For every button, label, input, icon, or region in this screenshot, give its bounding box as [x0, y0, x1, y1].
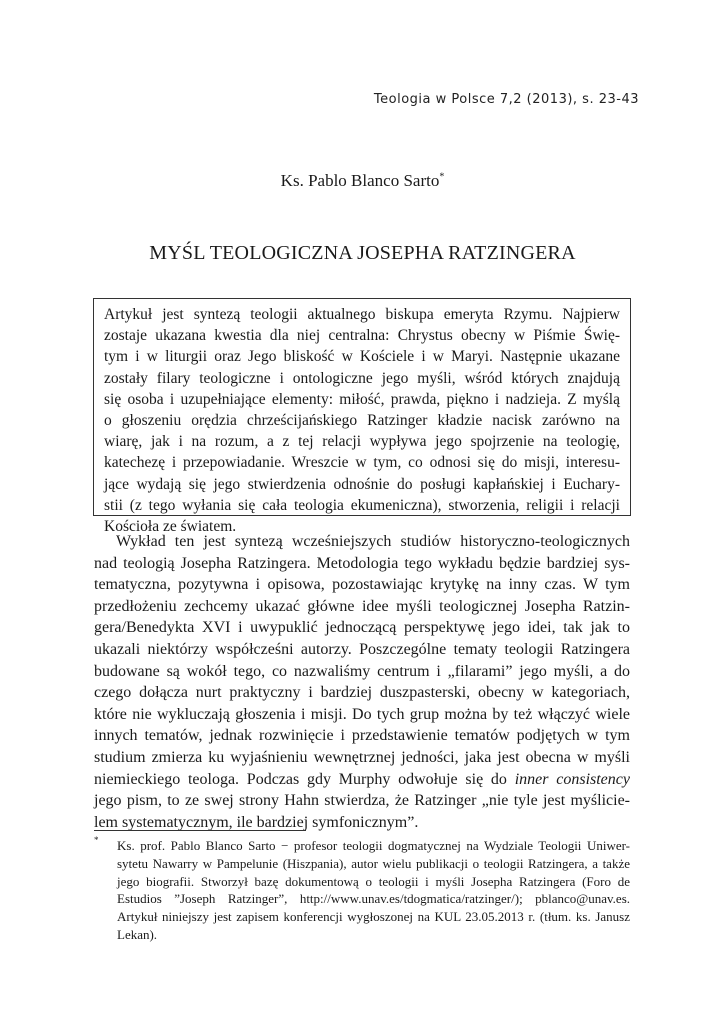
abstract-line: Artykuł jest syntezą teologii aktualnego biskupa emeryta Rzymu. Najpierw [104, 306, 620, 323]
footnote-line: Lekan). [117, 926, 158, 942]
article-title: MYŚL TEOLOGICZNA JOSEPHA RATZINGERA [149, 242, 576, 264]
abstract-line: zostały filary teologiczne i ontologiczne jego myśli, wśród których znajdują [104, 369, 620, 387]
body-line: przedłożeniu zechcemy ukazać główne idee myśli teologicznej Josepha Ratzin- [94, 597, 630, 615]
abstract-line: Kościoła ze światem. [104, 518, 237, 536]
abstract-line: stii (z tego wyłania się cała teologia ekumeniczna), stworzenia, religii i relacji [104, 496, 620, 514]
footnote-line: Artykuł niniejszy jest zapisem konferencji wygłoszonej na KUL 23.05.2013 r. (tłum. ks. Janusz [117, 909, 630, 925]
abstract-line: jące wydają się jego stwierdzenia odnośnie do posługi kapłańskiej i Euchary- [104, 475, 620, 493]
footnote [94, 837, 630, 944]
abstract-line: o głoszeniu orędzia chrześcijańskiego Ratzinger kładzie nacisk zarówno na [104, 412, 620, 430]
body-line: ukazali niektórzy współcześni autorzy. Poszczególne tematy teologii Ratzingera [94, 640, 630, 658]
abstract-box [93, 298, 631, 536]
footnote-line: jego biografii. Stworzył bazę dokumentową o teologii i myśli Josepha Ratzingera (Foro de [117, 873, 630, 889]
body-line: które nie wykluczają głoszenia i misji. Do tych grup można by też włączyć wiele [94, 705, 630, 723]
body-line: lem systematycznym, ile bardziej symfonicznym”. [94, 813, 419, 831]
body-line: studium zmierza ku wyjaśnieniu wewnętrznej jedności, jaka jest obecna w myśli [94, 748, 630, 766]
body-line: gera/Benedykta XVI i uwypuklić jednoczącą perspektywę jego idei, tak jak to [94, 619, 630, 637]
body-line: czego dołącza nurt praktyczny i bardziej duszpasterski, obecny w kategoriach, [94, 684, 630, 702]
footnote-line: sytetu Nawarry w Pampelunie (Hiszpania), autor wielu publikacji o teologii Ratzingera, a także [117, 855, 630, 871]
body-line: nad teologią Josepha Ratzingera. Metodologia tego wykładu będzie bardziej sys- [94, 554, 630, 572]
abstract-line: zostaje ukazana kwestia dla niej centralna: Chrystus obecny w Piśmie Świę- [104, 327, 620, 345]
body-line: tematyczna, pozytywna i opisowa, pozostawiając krytykę na inny czas. W tym [94, 576, 630, 594]
author-line [0, 171, 725, 191]
footnote-separator [94, 830, 306, 831]
body-line-with-italic [94, 769, 630, 791]
abstract-line: się osoba i uzupełniające elementy: miłość, prawda, piękno i nadzieja. Z myślą [104, 390, 620, 408]
body-line: jego pism, to ze swej strony Hahn stwierdza, że Ratzinger „nie tyle jest myślicie- [94, 792, 630, 810]
body-line: niemieckiego teologa. Podczas gdy Murphy odwołuje się do [94, 770, 507, 788]
body-line: Wykład ten jest syntezą wcześniejszych studiów historyczno-teologicznych [116, 533, 630, 550]
abstract-line: tym i w liturgii oraz Jego bliskość w Kościele i w Maryi. Następnie ukazane [104, 348, 620, 366]
body-line: budowane są wokół tego, co nazwaliśmy centrum i „filarami” jego myśli, a do [94, 662, 630, 680]
author-name: Ks. Pablo Blanco Sarto [280, 171, 440, 190]
body-paragraph [94, 531, 630, 833]
footnote-line: Ks. prof. Pablo Blanco Sarto − profesor teologii dogmatycznej na Wydziale Teologii Uniwer- [117, 838, 630, 853]
footnote-marker: * [94, 835, 99, 845]
running-head: Teologia w Polsce 7,2 (2013), s. 23-43 [373, 92, 639, 107]
abstract-line: katechezę i przepowiadanie. Wreszcie w tym, co odnosi się do misji, interesu- [104, 454, 620, 472]
author-footnote-marker: * [439, 171, 445, 183]
abstract-line: wiarę, jak i na rozum, a z tej relacji wypływa jego spojrzenie na teologię, [104, 433, 620, 451]
footnote-line: Estudios ”Joseph Ratzinger”, http://www.unav.es/tdogmatica/ratzinger/); pblanco@unav.es. [117, 891, 630, 907]
italic-phrase: inner consistency [514, 770, 630, 788]
body-line: innych tematów, jednak rozwinięcie i przedstawienie tematów podjętych w tym [94, 727, 630, 745]
